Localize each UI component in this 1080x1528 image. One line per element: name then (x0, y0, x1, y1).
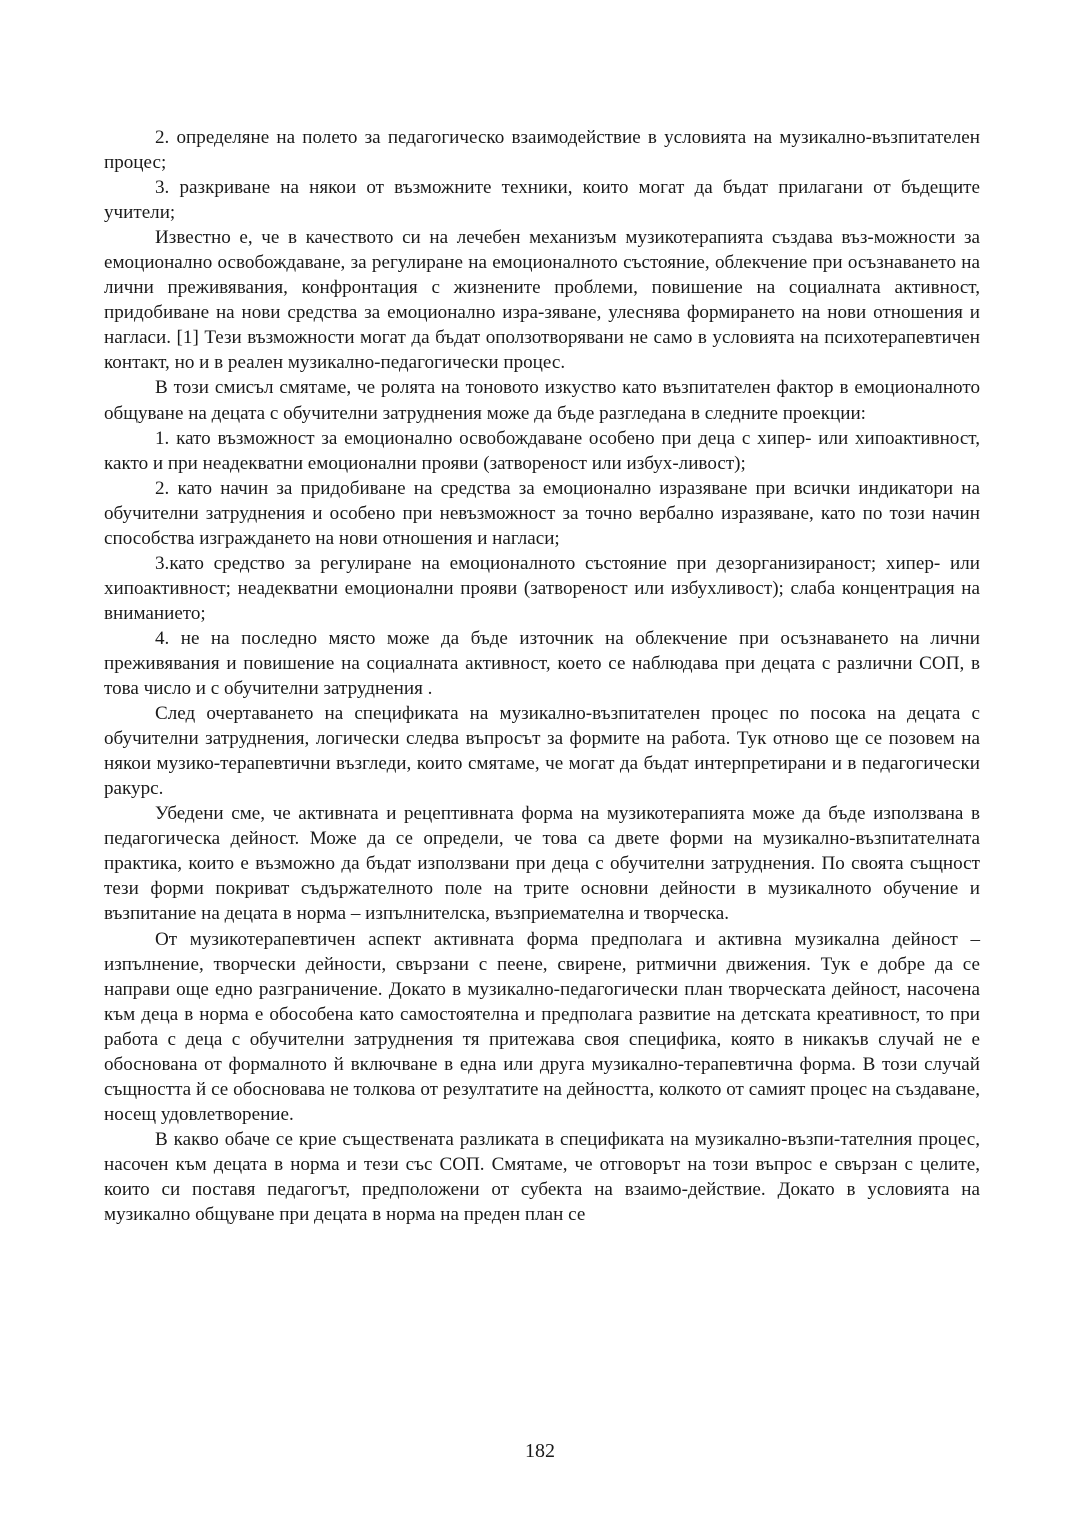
paragraph-difference: В какво обаче се крие съществената разликата в спецификата на музикално-възпи-тателния процес, насочен към децата в норма и тези със СОП. Смятаме, че отговорът на този въпрос е свързан с целите, които си поставя педагогът, предположени от субекта на взаимо-действие. Докато в условията на музикално общуване при децата в норма на преден план се (104, 1128, 980, 1226)
paragraph-projection-1: 1. като възможност за емоционално освобождаване особено при деца с хипер- или хипоактивност, както и при неадекватни емоционални прояви (затвореност или избух-ливост); (104, 427, 980, 474)
paragraph-forms-of-work: След очертаването на спецификата на музикално-възпитателен процес по посока на децата с обучителни затруднения, логически следва въпросът за формите на работа. Тук отново ще се позовем на някои музико-терапевтични възгледи, които смятаме, че могат да бъдат интерпретирани и в педагогически ракурс. (104, 703, 980, 800)
paragraph-item-2: 2. определяне на полето за педагогическо взаимодействие в условията на музикално-възпитателен процес; (104, 127, 980, 174)
page-number: 182 (525, 1440, 555, 1462)
paragraph-projection-3: 3.като средство за регулиране на емоционалното състояние при дезорганизираност; хипер- или хипоактивност; неадекватни емоционални прояви (затвореност или избухливост); слаба концентрация на вниманието; (104, 552, 980, 624)
page-body (104, 125, 980, 1227)
paragraph-active-form: От музикотерапевтичен аспект активната форма предполага и активна музикална дейност – изпълнение, творчески дейности, свързани с пеене, свирене, ритмични движения. Тук е добре да се направи още едно разграничение. Докато в музикално-педагогически план творческата дейност, насочена към деца в норма е обособена като самостоятелна и предполага развитие на детската креативност, то при работа с деца с обучителни затруднения тя притежава своя специфика, която в никакъв случай не е обоснована от формалното й включване в една или друга музикално-терапевтична форма. В този случай същността й се обосновава не толкова от резултатите на дейността, колкото от самият процес на създаване, носещ удовлетворение. (104, 928, 980, 1125)
paragraph-projections-intro: В този смисъл смятаме, че ролята на тоновото изкуство като възпитателен фактор в емоционалното общуване на децата с обучителни затруднения може да бъде разгледана в следните проекции: (104, 377, 980, 424)
paragraph-music-therapy: Известно е, че в качеството си на лечебен механизъм музикотерапията създава въз-можности за емоционално освобождаване, за регулиране на емоционалното състояние, облекчение при осъзнаването на лични преживявания, конфронтация с жизнените проблеми, повишение на социалната активност, придобиване на нови средства за емоционално изра-зяване, улеснява формирането на нови отношения и нагласи. [1] Тези възможности могат да бъдат оползотворявани не само в условията на психотерапевтичен контакт, но и в реален музикално-педагогически процес. (104, 227, 980, 374)
paragraph-item-3: 3. разкриване на някои от възможните техники, които могат да бъдат прилагани от бъдещите учители; (104, 177, 980, 224)
paragraph-active-receptive-forms: Убедени сме, че активната и рецептивната форма на музикотерапията може да бъде използвана в педагогическа дейност. Може да се определи, че това са двете форми на музикално-възпитателната практика, които е възможно да бъдат използвани при деца с обучителни затруднения. По своята същност тези форми покриват съдържателното поле на трите основни дейности в музикалното обучение и възпитание на децата в норма – изпълнителска, възприемателна и творческа. (104, 803, 980, 925)
paragraph-projection-2: 2. като начин за придобиване на средства за емоционално изразяване при всички индикатори на обучителни затруднения и особено при невъзможност за точно вербално изразяване, като по този начин способства изграждането на нови отношения и нагласи; (104, 477, 980, 549)
paragraph-projection-4: 4. не на последно място може да бъде източник на облекчение при осъзнаването на лични преживявания и повишение на социалната активност, което се наблюдава при децата с различни СОП, в това число и с обучителни затруднения . (104, 627, 980, 700)
